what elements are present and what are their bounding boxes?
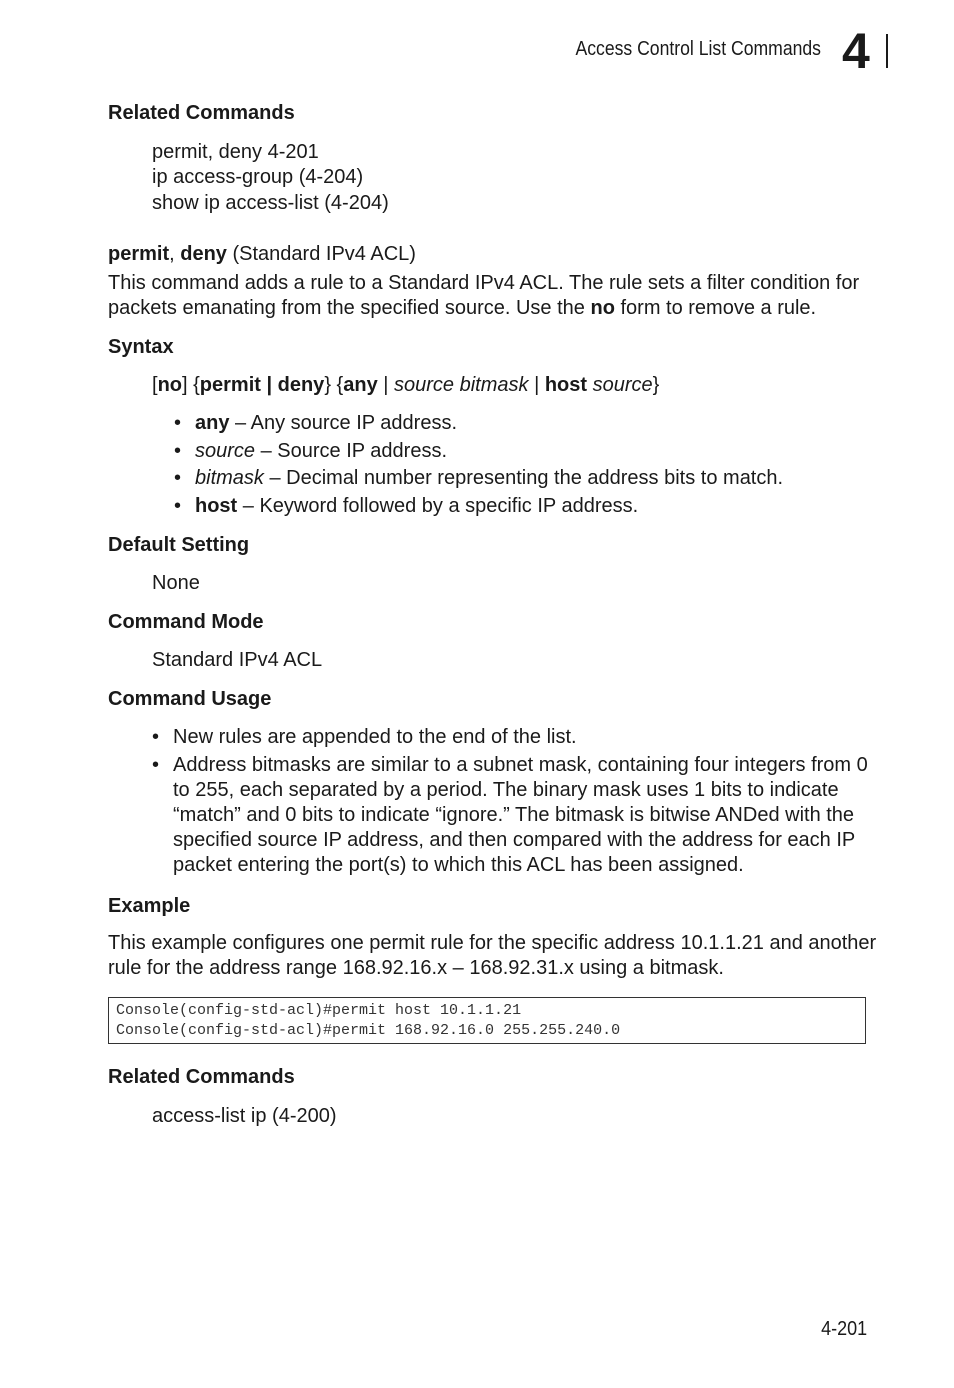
command-description: This command adds a rule to a Standard IPv4 ACL. The rule sets a filter condition for packets emanating from the specified source. Use the no form to remove a rule.	[108, 272, 860, 319]
usage-bullet: Address bitmasks are similar to a subnet mask, containing four integers from 0 to 255, each separated by a period. The binary mask uses 1 bits to indicate “match” and 0 bits to indicate “ignore.” The bitmask is bitwise ANDed with the specified source IP address, and then compared with the address for each IP packet entering the port(s) to which this ACL has been assigned.	[173, 754, 868, 876]
bullet-dot: •	[152, 754, 160, 776]
bullet-dot: •	[152, 726, 160, 748]
bullet-dot: •	[174, 412, 182, 434]
running-header: Access Control List Commands	[575, 38, 821, 60]
related-command-item: permit, deny 4-201	[152, 141, 319, 163]
bullet-dot: •	[174, 495, 182, 517]
command-mode-value: Standard IPv4 ACL	[152, 649, 323, 671]
default-setting-value: None	[152, 572, 200, 594]
chapter-bar	[886, 34, 888, 68]
code-line: Console(config-std-acl)#permit 168.92.16.0 255.255.240.0	[116, 1022, 621, 1039]
related-command-item: ip access-group (4-204)	[152, 166, 364, 188]
code-line: Console(config-std-acl)#permit host 10.1.1.21	[116, 1002, 522, 1019]
bullet-dot: •	[174, 440, 182, 462]
command-mode-heading: Command Mode	[108, 611, 264, 633]
related-command-item: show ip access-list (4-204)	[152, 192, 389, 214]
related-command-item: access-list ip (4-200)	[152, 1105, 337, 1127]
default-setting-heading: Default Setting	[108, 534, 250, 556]
example-description: This example configures one permit rule for the specific address 10.1.1.21 and another rule for the address range 168.92.16.x – 168.92.31.x using a bitmask.	[108, 932, 877, 979]
code-block	[108, 997, 866, 1044]
syntax-heading: Syntax	[108, 336, 174, 358]
page-number: 4-201	[820, 1318, 867, 1340]
syntax-bullet: source – Source IP address.	[195, 440, 447, 462]
syntax-line: [no] {permit | deny} {any | source bitmask | host source}	[152, 374, 660, 396]
bullet-dot: •	[174, 467, 182, 489]
example-heading: Example	[108, 895, 191, 917]
related-commands-heading: Related Commands	[108, 102, 295, 124]
command-keyword-deny: deny	[180, 243, 227, 265]
usage-bullet: New rules are appended to the end of the list.	[173, 726, 577, 748]
command-title: permit, deny (Standard IPv4 ACL)	[108, 243, 416, 265]
related-commands-heading: Related Commands	[108, 1066, 295, 1088]
syntax-bullet: any – Any source IP address.	[195, 412, 458, 434]
command-usage-heading: Command Usage	[108, 688, 272, 710]
chapter-number: 4	[842, 23, 870, 79]
syntax-bullet: bitmask – Decimal number representing the address bits to match.	[195, 467, 784, 489]
command-keyword-permit: permit	[108, 243, 170, 265]
syntax-bullet: host – Keyword followed by a specific IP address.	[195, 495, 639, 517]
